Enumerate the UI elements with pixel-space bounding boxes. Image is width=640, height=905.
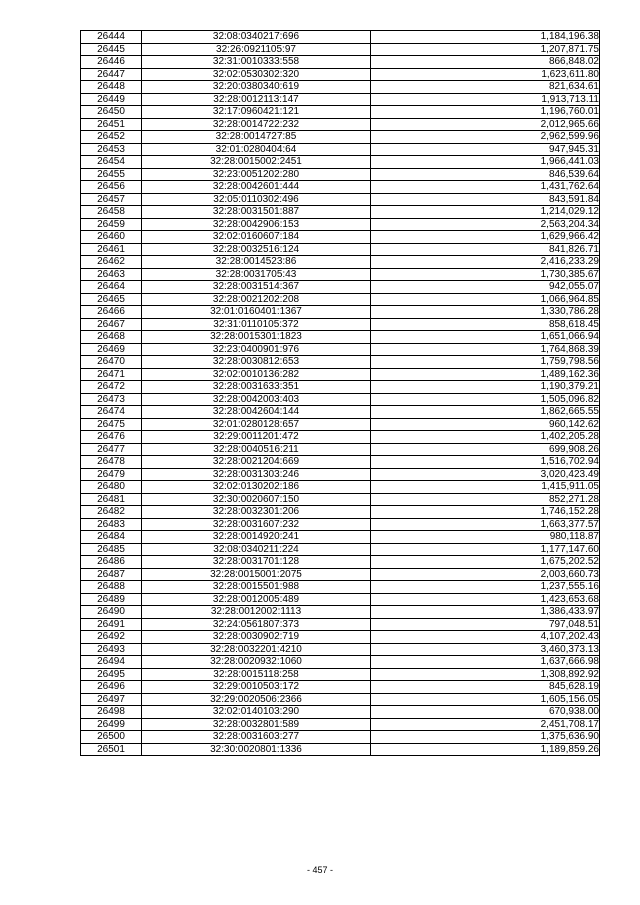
row-number-cell: 26477 (81, 443, 142, 456)
row-number-cell: 26472 (81, 381, 142, 394)
cadastral-number-cell: 32:30:0020801:1336 (142, 743, 371, 756)
table-row (81, 593, 600, 606)
row-number-cell: 26471 (81, 368, 142, 381)
table-row (81, 606, 600, 619)
row-number-cell: 26487 (81, 568, 142, 581)
value-cell: 1,489,162.36 (371, 368, 600, 381)
value-cell: 1,605,156.05 (371, 693, 600, 706)
cadastral-number-cell: 32:28:0012005:489 (142, 593, 371, 606)
cadastral-number-cell: 32:02:0160607:184 (142, 231, 371, 244)
value-cell: 1,759,798.56 (371, 356, 600, 369)
row-number-cell: 26448 (81, 81, 142, 94)
cadastral-number-cell: 32:28:0042601:444 (142, 181, 371, 194)
value-cell: 3,020,423.49 (371, 468, 600, 481)
row-number-cell: 26461 (81, 243, 142, 256)
value-cell: 2,003,660.73 (371, 568, 600, 581)
row-number-cell: 26460 (81, 231, 142, 244)
table-row (81, 468, 600, 481)
value-cell: 1,207,871.75 (371, 43, 600, 56)
row-number-cell: 26475 (81, 418, 142, 431)
table-row (81, 306, 600, 319)
row-number-cell: 26494 (81, 656, 142, 669)
row-number-cell: 26473 (81, 393, 142, 406)
table-row (81, 131, 600, 144)
table-row (81, 481, 600, 494)
table-row (81, 81, 600, 94)
value-cell: 1,730,385.67 (371, 268, 600, 281)
row-number-cell: 26491 (81, 618, 142, 631)
value-cell: 1,516,702.94 (371, 456, 600, 469)
row-number-cell: 26459 (81, 218, 142, 231)
value-cell: 947,945.31 (371, 143, 600, 156)
cadastral-number-cell: 32:01:0160401:1367 (142, 306, 371, 319)
row-number-cell: 26449 (81, 93, 142, 106)
cadastral-number-cell: 32:02:0140103:290 (142, 706, 371, 719)
row-number-cell: 26488 (81, 581, 142, 594)
row-number-cell: 26484 (81, 531, 142, 544)
table-row (81, 418, 600, 431)
row-number-cell: 26457 (81, 193, 142, 206)
table-row (81, 231, 600, 244)
value-cell: 1,505,096.82 (371, 393, 600, 406)
cadastral-number-cell: 32:02:0530302:320 (142, 68, 371, 81)
cadastral-number-cell: 32:28:0015501:988 (142, 581, 371, 594)
cadastral-number-cell: 32:28:0042003:403 (142, 393, 371, 406)
value-cell: 1,913,713.11 (371, 93, 600, 106)
row-number-cell: 26464 (81, 281, 142, 294)
row-number-cell: 26467 (81, 318, 142, 331)
value-cell: 797,048.51 (371, 618, 600, 631)
row-number-cell: 26497 (81, 693, 142, 706)
cadastral-number-cell: 32:28:0030812:653 (142, 356, 371, 369)
cadastral-number-cell: 32:28:0031701:128 (142, 556, 371, 569)
value-cell: 1,431,762.64 (371, 181, 600, 194)
table-row (81, 406, 600, 419)
table-row (81, 31, 600, 44)
cadastral-number-cell: 32:17:0960421:121 (142, 106, 371, 119)
cadastral-number-cell: 32:28:0014523:86 (142, 256, 371, 269)
cadastral-number-cell: 32:20:0380340:619 (142, 81, 371, 94)
table-row (81, 631, 600, 644)
table-row (81, 43, 600, 56)
cadastral-number-cell: 32:28:0030902:719 (142, 631, 371, 644)
table-row (81, 181, 600, 194)
value-cell: 1,375,636.90 (371, 731, 600, 744)
table-row (81, 531, 600, 544)
cadastral-number-cell: 32:28:0042604:144 (142, 406, 371, 419)
value-cell: 1,966,441.03 (371, 156, 600, 169)
cadastral-number-cell: 32:08:0340211:224 (142, 543, 371, 556)
value-cell: 1,623,611.80 (371, 68, 600, 81)
table-row (81, 193, 600, 206)
cadastral-number-cell: 32:28:0032801:589 (142, 718, 371, 731)
table-row (81, 206, 600, 219)
table-row (81, 368, 600, 381)
cadastral-number-cell: 32:23:0400901:976 (142, 343, 371, 356)
table-row (81, 356, 600, 369)
row-number-cell: 26470 (81, 356, 142, 369)
table-row (81, 281, 600, 294)
cadastral-number-cell: 32:29:0020506:2366 (142, 693, 371, 706)
cadastral-number-cell: 32:28:0031514:367 (142, 281, 371, 294)
row-number-cell: 26482 (81, 506, 142, 519)
page-number: - 457 - (306, 865, 333, 875)
table-row (81, 718, 600, 731)
row-number-cell: 26492 (81, 631, 142, 644)
row-number-cell: 26454 (81, 156, 142, 169)
table-row (81, 393, 600, 406)
cadastral-number-cell: 32:28:0031607:232 (142, 518, 371, 531)
cadastral-number-cell: 32:28:0042906:153 (142, 218, 371, 231)
row-number-cell: 26476 (81, 431, 142, 444)
row-number-cell: 26480 (81, 481, 142, 494)
value-cell: 2,416,233.29 (371, 256, 600, 269)
row-number-cell: 26463 (81, 268, 142, 281)
value-cell: 2,012,965.66 (371, 118, 600, 131)
cadastral-number-cell: 32:28:0015002:2451 (142, 156, 371, 169)
cadastral-number-cell: 32:30:0020607:150 (142, 493, 371, 506)
row-number-cell: 26469 (81, 343, 142, 356)
table-row (81, 118, 600, 131)
value-cell: 1,330,786.28 (371, 306, 600, 319)
row-number-cell: 26453 (81, 143, 142, 156)
row-number-cell: 26445 (81, 43, 142, 56)
table-row (81, 706, 600, 719)
table-row (81, 243, 600, 256)
cadastral-number-cell: 32:24:0561807:373 (142, 618, 371, 631)
cadastral-number-cell: 32:28:0032301:206 (142, 506, 371, 519)
row-number-cell: 26455 (81, 168, 142, 181)
cadastral-number-cell: 32:28:0031633:351 (142, 381, 371, 394)
table-row (81, 381, 600, 394)
value-cell: 1,066,964.85 (371, 293, 600, 306)
cadastral-number-cell: 32:28:0015001:2075 (142, 568, 371, 581)
cadastral-number-cell: 32:23:0051202:280 (142, 168, 371, 181)
row-number-cell: 26478 (81, 456, 142, 469)
row-number-cell: 26493 (81, 643, 142, 656)
row-number-cell: 26496 (81, 681, 142, 694)
table-row (81, 618, 600, 631)
value-cell: 1,415,911.05 (371, 481, 600, 494)
row-number-cell: 26462 (81, 256, 142, 269)
cadastral-number-cell: 32:28:0012002:1113 (142, 606, 371, 619)
cadastral-value-table (80, 30, 600, 756)
row-number-cell: 26490 (81, 606, 142, 619)
row-number-cell: 26468 (81, 331, 142, 344)
cadastral-number-cell: 32:28:0031501:887 (142, 206, 371, 219)
cadastral-number-cell: 32:28:0012113:147 (142, 93, 371, 106)
cadastral-number-cell: 32:28:0015118:258 (142, 668, 371, 681)
value-cell: 2,962,599.96 (371, 131, 600, 144)
value-cell: 2,451,708.17 (371, 718, 600, 731)
row-number-cell: 26447 (81, 68, 142, 81)
cadastral-number-cell: 32:29:0011201:472 (142, 431, 371, 444)
value-cell: 4,107,202.43 (371, 631, 600, 644)
row-number-cell: 26498 (81, 706, 142, 719)
value-cell: 960,142.62 (371, 418, 600, 431)
value-cell: 1,637,666.98 (371, 656, 600, 669)
cadastral-number-cell: 32:28:0020932:1060 (142, 656, 371, 669)
table-row (81, 268, 600, 281)
table-row (81, 293, 600, 306)
table-row (81, 668, 600, 681)
cadastral-number-cell: 32:28:0031603:277 (142, 731, 371, 744)
row-number-cell: 26465 (81, 293, 142, 306)
row-number-cell: 26485 (81, 543, 142, 556)
value-cell: 980,118.87 (371, 531, 600, 544)
cadastral-number-cell: 32:28:0014727:85 (142, 131, 371, 144)
table-row (81, 331, 600, 344)
row-number-cell: 26458 (81, 206, 142, 219)
value-cell: 1,386,433.97 (371, 606, 600, 619)
row-number-cell: 26501 (81, 743, 142, 756)
value-cell: 1,862,665.55 (371, 406, 600, 419)
value-cell: 1,629,966.42 (371, 231, 600, 244)
value-cell: 1,184,196.38 (371, 31, 600, 44)
cadastral-number-cell: 32:02:0010136:282 (142, 368, 371, 381)
cadastral-number-cell: 32:31:0010333:558 (142, 56, 371, 69)
table-row (81, 743, 600, 756)
table-row (81, 556, 600, 569)
row-number-cell: 26489 (81, 593, 142, 606)
cadastral-number-cell: 32:01:0280128:657 (142, 418, 371, 431)
row-number-cell: 26450 (81, 106, 142, 119)
cadastral-number-cell: 32:08:0340217:696 (142, 31, 371, 44)
table-row (81, 506, 600, 519)
row-number-cell: 26479 (81, 468, 142, 481)
cadastral-number-cell: 32:28:0014722:232 (142, 118, 371, 131)
row-number-cell: 26446 (81, 56, 142, 69)
cadastral-number-cell: 32:28:0021202:208 (142, 293, 371, 306)
row-number-cell: 26500 (81, 731, 142, 744)
value-cell: 1,196,760.01 (371, 106, 600, 119)
table-body (81, 31, 600, 756)
cadastral-number-cell: 32:28:0031705:43 (142, 268, 371, 281)
value-cell: 2,563,204.34 (371, 218, 600, 231)
row-number-cell: 26452 (81, 131, 142, 144)
value-cell: 1,190,379.21 (371, 381, 600, 394)
table-row (81, 568, 600, 581)
table-row (81, 168, 600, 181)
cadastral-number-cell: 32:31:0110105:372 (142, 318, 371, 331)
table-row (81, 343, 600, 356)
table-row (81, 68, 600, 81)
row-number-cell: 26481 (81, 493, 142, 506)
value-cell: 841,826.71 (371, 243, 600, 256)
table-row (81, 143, 600, 156)
value-cell: 821,634.61 (371, 81, 600, 94)
row-number-cell: 26451 (81, 118, 142, 131)
row-number-cell: 26483 (81, 518, 142, 531)
row-number-cell: 26456 (81, 181, 142, 194)
table-row (81, 106, 600, 119)
table-row (81, 681, 600, 694)
row-number-cell: 26486 (81, 556, 142, 569)
cadastral-number-cell: 32:01:0280404:64 (142, 143, 371, 156)
table-row (81, 443, 600, 456)
cadastral-number-cell: 32:28:0040516:211 (142, 443, 371, 456)
table-row (81, 218, 600, 231)
table-row (81, 156, 600, 169)
row-number-cell: 26474 (81, 406, 142, 419)
value-cell: 1,189,859.26 (371, 743, 600, 756)
cadastral-number-cell: 32:26:0921105:97 (142, 43, 371, 56)
cadastral-number-cell: 32:28:0014920:241 (142, 531, 371, 544)
value-cell: 846,539.64 (371, 168, 600, 181)
value-cell: 843,591.84 (371, 193, 600, 206)
cadastral-number-cell: 32:28:0031303:246 (142, 468, 371, 481)
value-cell: 1,177,147.60 (371, 543, 600, 556)
table-row (81, 543, 600, 556)
row-number-cell: 26495 (81, 668, 142, 681)
value-cell: 858,618.45 (371, 318, 600, 331)
value-cell: 845,628.19 (371, 681, 600, 694)
table-row (81, 581, 600, 594)
cadastral-number-cell: 32:28:0015301:1823 (142, 331, 371, 344)
value-cell: 1,402,205.28 (371, 431, 600, 444)
table-row (81, 731, 600, 744)
cadastral-number-cell: 32:05:0110302:496 (142, 193, 371, 206)
cadastral-number-cell: 32:28:0032201:4210 (142, 643, 371, 656)
value-cell: 1,423,653.68 (371, 593, 600, 606)
value-cell: 3,460,373.13 (371, 643, 600, 656)
value-cell: 1,746,152.28 (371, 506, 600, 519)
cadastral-number-cell: 32:28:0032516:124 (142, 243, 371, 256)
table-row (81, 643, 600, 656)
table-row (81, 318, 600, 331)
value-cell: 866,848.02 (371, 56, 600, 69)
value-cell: 699,908.26 (371, 443, 600, 456)
value-cell: 670,938.00 (371, 706, 600, 719)
table-row (81, 693, 600, 706)
value-cell: 1,675,202.52 (371, 556, 600, 569)
table-row (81, 518, 600, 531)
value-cell: 942,055.07 (371, 281, 600, 294)
value-cell: 1,663,377.57 (371, 518, 600, 531)
table-row (81, 431, 600, 444)
row-number-cell: 26466 (81, 306, 142, 319)
value-cell: 1,237,555.16 (371, 581, 600, 594)
table-row (81, 656, 600, 669)
row-number-cell: 26444 (81, 31, 142, 44)
cadastral-number-cell: 32:29:0010503:172 (142, 681, 371, 694)
cadastral-number-cell: 32:02:0130202:186 (142, 481, 371, 494)
table-row (81, 56, 600, 69)
value-cell: 1,651,066.94 (371, 331, 600, 344)
table-row (81, 456, 600, 469)
value-cell: 852,271.28 (371, 493, 600, 506)
cadastral-number-cell: 32:28:0021204:669 (142, 456, 371, 469)
table-row (81, 493, 600, 506)
value-cell: 1,308,892.92 (371, 668, 600, 681)
value-cell: 1,214,029.12 (371, 206, 600, 219)
row-number-cell: 26499 (81, 718, 142, 731)
table-row (81, 93, 600, 106)
table-row (81, 256, 600, 269)
value-cell: 1,764,868.39 (371, 343, 600, 356)
